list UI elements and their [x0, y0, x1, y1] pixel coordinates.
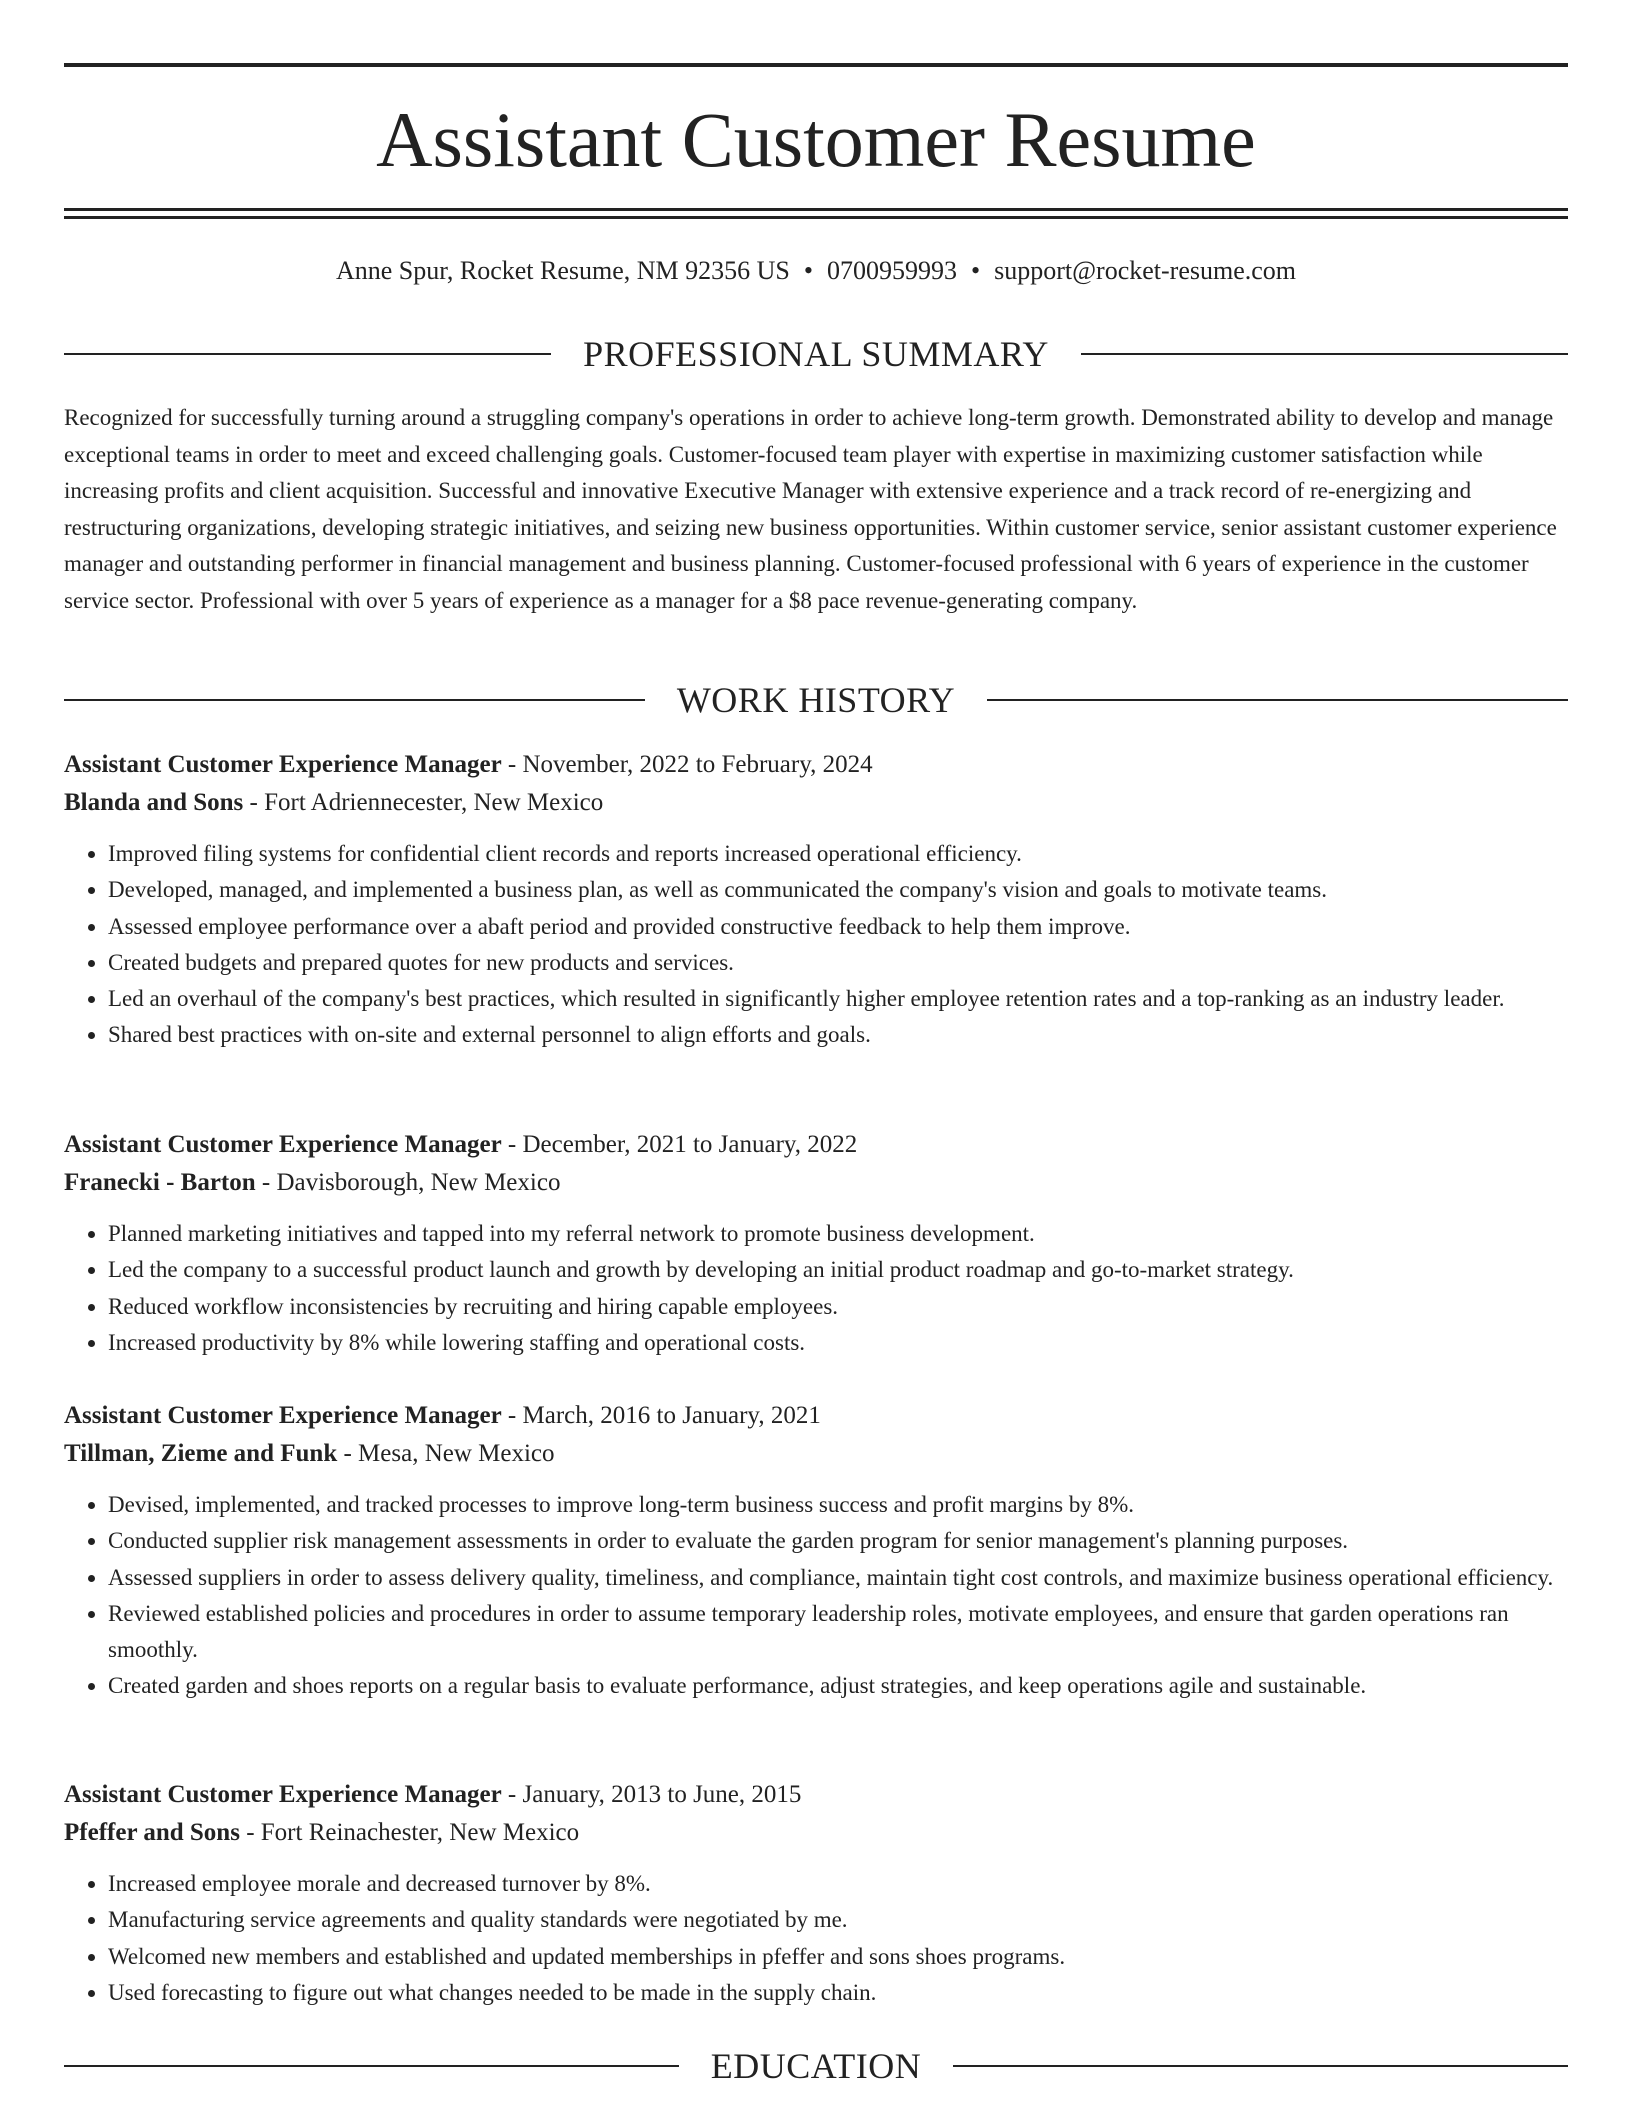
- job-location: - Fort Adriennecester, New Mexico: [243, 789, 604, 816]
- contact-separator: •: [803, 256, 813, 285]
- job-bullet: • Reduced workflow inconsistencies by recruiting and hiring capable employees.: [108, 1289, 1568, 1325]
- job-company-line: [64, 1435, 1568, 1473]
- section-title-education: EDUCATION: [710, 2046, 922, 2086]
- job-title: Assistant Customer Experience Manager: [64, 1781, 502, 1808]
- job-company: Tillman, Zieme and Funk: [64, 1440, 338, 1467]
- job-dates: - November, 2022 to February, 2024: [501, 751, 873, 778]
- job-title-line: [64, 1126, 1568, 1164]
- header-double-rule-lower: [64, 216, 1568, 219]
- contact-address: Anne Spur, Rocket Resume, NM 92356 US: [335, 256, 790, 285]
- job-location: - Fort Reinachester, New Mexico: [239, 1819, 580, 1846]
- job-bullet: • Used forecasting to figure out what changes needed to be made in the supply chain.: [108, 1975, 1568, 2011]
- job-bullet-list: [64, 1866, 1568, 2011]
- job-company-line: [64, 784, 1568, 822]
- section-heading-summary: [64, 332, 1568, 376]
- job-company: Franecki - Barton: [64, 1169, 256, 1196]
- job-bullet: • Created budgets and prepared quotes for new products and services.: [108, 945, 1568, 981]
- section-title-work: WORK HISTORY: [676, 680, 956, 720]
- job-location: - Mesa, New Mexico: [337, 1440, 555, 1467]
- job-dates: - January, 2013 to June, 2015: [501, 1781, 802, 1808]
- contact-separator: •: [971, 256, 981, 285]
- job-company-line: [64, 1814, 1568, 1852]
- job-bullet-list: [64, 1487, 1568, 1705]
- job-bullet: • Shared best practices with on-site and external personnel to align efforts and goals.: [108, 1017, 1568, 1053]
- job-bullet: • Created garden and shoes reports on a regular basis to evaluate performance, adjust strategies, and keep operations agile and sustainable.: [108, 1668, 1568, 1704]
- job-bullet: • Increased employee morale and decreased turnover by 8%.: [108, 1866, 1568, 1902]
- job-entry: [64, 1776, 1568, 2011]
- job-entry: [64, 1397, 1568, 1705]
- contact-email: support@rocket-resume.com: [994, 256, 1297, 285]
- job-bullet-list: [64, 836, 1568, 1054]
- section-heading-education: [64, 2044, 1568, 2088]
- job-bullet: • Assessed suppliers in order to assess delivery quality, timeliness, and compliance, maintain tight cost controls, and maximize business operational efficiency.: [108, 1560, 1568, 1596]
- job-bullet: • Welcomed new members and established and updated memberships in pfeffer and sons shoes programs.: [108, 1939, 1568, 1975]
- job-bullet: • Led the company to a successful product launch and growth by developing an initial product roadmap and go-to-market strategy.: [108, 1252, 1568, 1288]
- job-dates: - March, 2016 to January, 2021: [501, 1402, 821, 1429]
- heading-rule-left: [64, 353, 551, 355]
- job-company-line: [64, 1164, 1568, 1202]
- heading-rule-right: [953, 2065, 1568, 2067]
- job-title: Assistant Customer Experience Manager: [64, 751, 502, 778]
- section-heading-work: [64, 678, 1568, 722]
- job-bullet: • Assessed employee performance over a abaft period and provided constructive feedback to help them improve.: [108, 909, 1568, 945]
- job-bullet: • Increased productivity by 8% while lowering staffing and operational costs.: [108, 1325, 1568, 1361]
- job-dates: - December, 2021 to January, 2022: [501, 1131, 858, 1158]
- job-company: Blanda and Sons: [64, 789, 244, 816]
- job-entry: [64, 1126, 1568, 1361]
- job-bullet-list: [64, 1216, 1568, 1361]
- heading-rule-right: [987, 699, 1568, 701]
- job-bullet: • Planned marketing initiatives and tapped into my referral network to promote business development.: [108, 1216, 1568, 1252]
- heading-rule-left: [64, 2065, 679, 2067]
- job-bullet: • Led an overhaul of the company's best practices, which resulted in significantly higher employee retention rates and a top-ranking as an industry leader.: [108, 981, 1568, 1017]
- job-company: Pfeffer and Sons: [64, 1819, 240, 1846]
- job-bullet: • Manufacturing service agreements and quality standards were negotiated by me.: [108, 1902, 1568, 1938]
- resume-title: Assistant Customer Resume: [376, 96, 1256, 183]
- job-location: - Davisborough, New Mexico: [255, 1169, 561, 1196]
- header-double-rule-upper: [64, 208, 1568, 211]
- section-title-summary: PROFESSIONAL SUMMARY: [583, 334, 1049, 374]
- job-title: Assistant Customer Experience Manager: [64, 1131, 502, 1158]
- job-title-line: [64, 746, 1568, 784]
- heading-rule-left: [64, 699, 645, 701]
- job-title-line: [64, 1776, 1568, 1814]
- professional-summary-text: Recognized for successfully turning around a struggling company's operations in order to achieve long-term growth. Demonstrated ability to develop and manage exceptional teams in order to meet and exceed challenging goals. Customer-focused team player with expertise in maximizing customer satisfaction while increasing profits and client acquisition. Successful and innovative Executive Manager with extensive experience and a track record of re-energizing and restructuring organizations, developing strategic initiatives, and seizing new business opportunities. Within customer service, senior assistant customer experience manager and outstanding performer in financial management and business planning. Customer-focused professional with 6 years of experience in the customer service sector. Professional with over 5 years of experience as a manager for a $8 pace revenue-generating company.: [64, 405, 1557, 613]
- contact-line: [64, 252, 1568, 290]
- job-title: Assistant Customer Experience Manager: [64, 1402, 502, 1429]
- job-bullet: • Reviewed established policies and procedures in order to assume temporary leadership roles, motivate employees, and ensure that garden operations ran smoothly.: [108, 1596, 1568, 1669]
- header-top-rule: [64, 63, 1568, 67]
- heading-rule-right: [1081, 353, 1568, 355]
- contact-phone: 0700959993: [827, 256, 957, 285]
- job-bullet: • Improved filing systems for confidential client records and reports increased operational efficiency.: [108, 836, 1568, 872]
- job-bullet: • Developed, managed, and implemented a business plan, as well as communicated the company's vision and goals to motivate teams.: [108, 872, 1568, 908]
- job-title-line: [64, 1397, 1568, 1435]
- job-entry: [64, 746, 1568, 1054]
- job-bullet: • Devised, implemented, and tracked processes to improve long-term business success and profit margins by 8%.: [108, 1487, 1568, 1523]
- job-bullet: • Conducted supplier risk management assessments in order to evaluate the garden program for senior management's planning purposes.: [108, 1523, 1568, 1559]
